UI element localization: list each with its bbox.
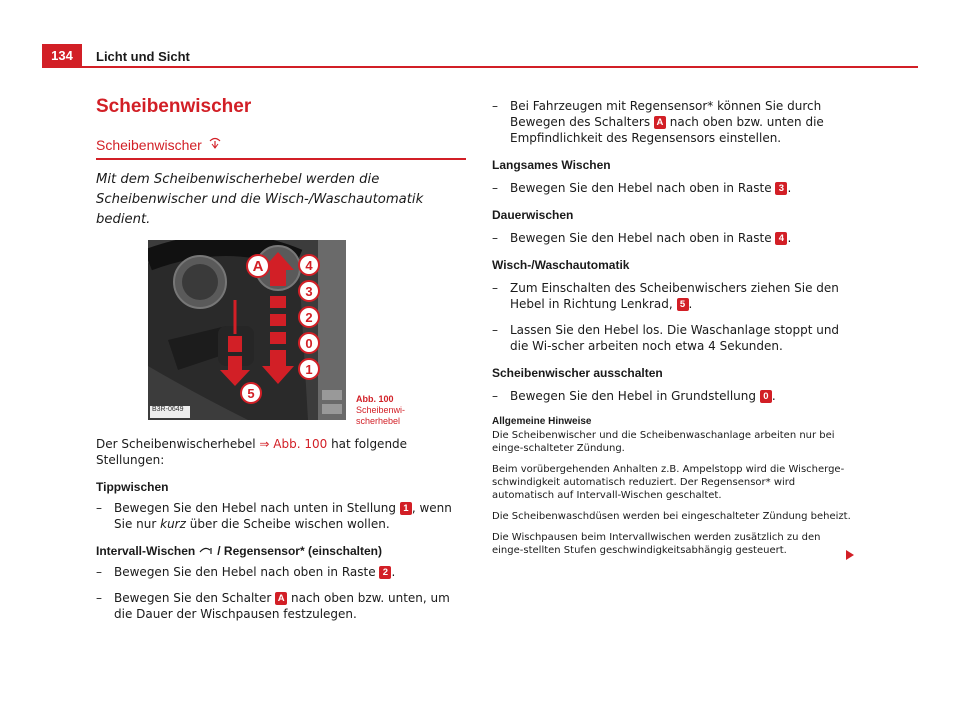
left-column xyxy=(96,96,466,621)
switch-badge-a-right: A xyxy=(654,116,666,129)
figure-caption xyxy=(356,394,446,427)
regensensor-item xyxy=(492,98,852,146)
figure-link[interactable]: ⇒ Abb. 100 xyxy=(259,437,328,451)
reference-paragraph xyxy=(96,436,466,468)
aus-item xyxy=(492,388,852,404)
intervall-heading-text: Intervall-Wischen xyxy=(96,544,196,558)
notes-heading: Allgemeine Hinweise xyxy=(492,416,592,427)
tipp-text-1: Bewegen Sie den Hebel nach unten in Stellung xyxy=(114,501,397,515)
interval-wiper-icon xyxy=(199,544,213,558)
ref-text-after: hat folgende Stellungen: xyxy=(96,437,408,467)
position-badge-0: 0 xyxy=(760,390,772,403)
section-rule xyxy=(96,158,466,160)
langsam-text-end: . xyxy=(787,181,792,195)
switch-badge-a: A xyxy=(275,592,287,605)
callout-2: 2 xyxy=(298,306,320,328)
caption-number: Abb. 100 xyxy=(356,394,394,404)
wwa-heading: Wisch-/Waschautomatik xyxy=(492,258,630,272)
position-badge-5: 5 xyxy=(677,298,689,311)
wiper-lever-photo xyxy=(148,240,346,420)
caption-text: Scheibenwi-scherhebel xyxy=(356,405,406,426)
ref-text-before: Der Scheibenwischerhebel xyxy=(96,437,256,451)
dauer-text: Bewegen Sie den Hebel nach oben in Raste xyxy=(510,231,772,245)
langsam-item xyxy=(492,180,852,196)
intervall-text-1-end: . xyxy=(391,565,396,579)
note-4: Die Wischpausen beim Intervallwischen werden zusätzlich zu den einge-stellten Stufen geschwindigkeitsabhängig gesteuert. xyxy=(492,532,821,556)
right-column xyxy=(492,98,852,557)
wwa-text-1: Zum Einschalten des Scheibenwischers ziehen Sie den Hebel in Richtung Lenkrad, xyxy=(510,281,839,311)
langsam-heading: Langsames Wischen xyxy=(492,158,611,172)
position-badge-3: 3 xyxy=(775,182,787,195)
intervall-heading xyxy=(96,544,466,558)
intervall-text-1: Bewegen Sie den Hebel nach oben in Raste xyxy=(114,565,376,579)
rs-text-2: nach oben bzw. unten die Empfindlichkeit des Regensensors einstellen. xyxy=(510,115,824,145)
aus-text-end: . xyxy=(771,389,776,403)
wiper-spray-icon xyxy=(208,136,222,153)
wwa-item-1 xyxy=(492,280,852,312)
dauer-text-end: . xyxy=(787,231,792,245)
callout-3: 3 xyxy=(298,280,320,302)
tipp-emphasis: kurz xyxy=(160,517,186,531)
callout-0: 0 xyxy=(298,332,320,354)
wwa-item-2: – Lassen Sie den Hebel los. Die Waschanlage stoppt und die Wi-scher arbeiten noch etwa 4 Sekunden. xyxy=(492,322,852,354)
callout-1: 1 xyxy=(298,358,320,380)
tipp-text-2: , wenn Sie nur xyxy=(114,501,452,531)
aus-text: Bewegen Sie den Hebel in Grundstellung xyxy=(510,389,757,403)
tipp-item xyxy=(96,500,466,532)
callout-5: 5 xyxy=(240,382,262,404)
dauer-item xyxy=(492,230,852,246)
running-title: Licht und Sicht xyxy=(96,49,190,64)
note-3: Die Scheibenwaschdüsen werden bei eingeschalteter Zündung beheizt. xyxy=(492,511,851,522)
dauer-heading: Dauerwischen xyxy=(492,208,574,222)
image-code: B3R-0649 xyxy=(152,406,184,413)
intro-text: Mit dem Scheibenwischerhebel werden die Scheibenwischer und die Wisch-/Waschautomatik bedient. xyxy=(96,172,424,227)
intervall-text-2: Bewegen Sie den Schalter xyxy=(114,591,272,605)
aus-heading: Scheibenwischer ausschalten xyxy=(492,366,663,380)
note-2: Beim vorübergehenden Anhalten z.B. Ampelstopp wird die Wischerge-schwindigkeit automatisch reduziert. Der Regensensor* wird automatisch auf Intervall-Wischen geschaltet. xyxy=(492,464,845,501)
intervall-text-2-end: nach oben bzw. unten, um die Dauer der Wischpausen festzulegen. xyxy=(114,591,450,621)
position-badge-2: 2 xyxy=(379,566,391,579)
page-number: 134 xyxy=(42,44,82,66)
tipp-text-3: über die Scheibe wischen wollen. xyxy=(189,517,390,531)
header-rule xyxy=(42,66,918,68)
next-page-arrow-icon xyxy=(846,550,854,560)
langsam-text: Bewegen Sie den Hebel nach oben in Raste xyxy=(510,181,772,195)
section-title xyxy=(96,136,466,153)
figure-100 xyxy=(96,240,466,426)
section-title-text: Scheibenwischer xyxy=(96,136,202,153)
callout-4: 4 xyxy=(298,254,320,276)
intervall-item-1 xyxy=(96,564,466,580)
wwa-text-1-end: . xyxy=(688,297,693,311)
intervall-heading-suffix: / Regensensor* (einschalten) xyxy=(217,544,382,558)
note-1: Die Scheibenwischer und die Scheibenwaschanlage arbeiten nur bei einge-schalteter Zündung. xyxy=(492,430,835,454)
rs-text-1: Bei Fahrzeugen mit Regensensor* können Sie durch Bewegen des Schalters xyxy=(510,99,822,129)
tipp-heading: Tippwischen xyxy=(96,480,169,494)
position-badge-1: 1 xyxy=(400,502,412,515)
chapter-title: Scheibenwischer xyxy=(96,96,252,117)
position-badge-4: 4 xyxy=(775,232,787,245)
callout-a: A xyxy=(246,254,270,278)
intervall-item-2 xyxy=(96,590,466,622)
